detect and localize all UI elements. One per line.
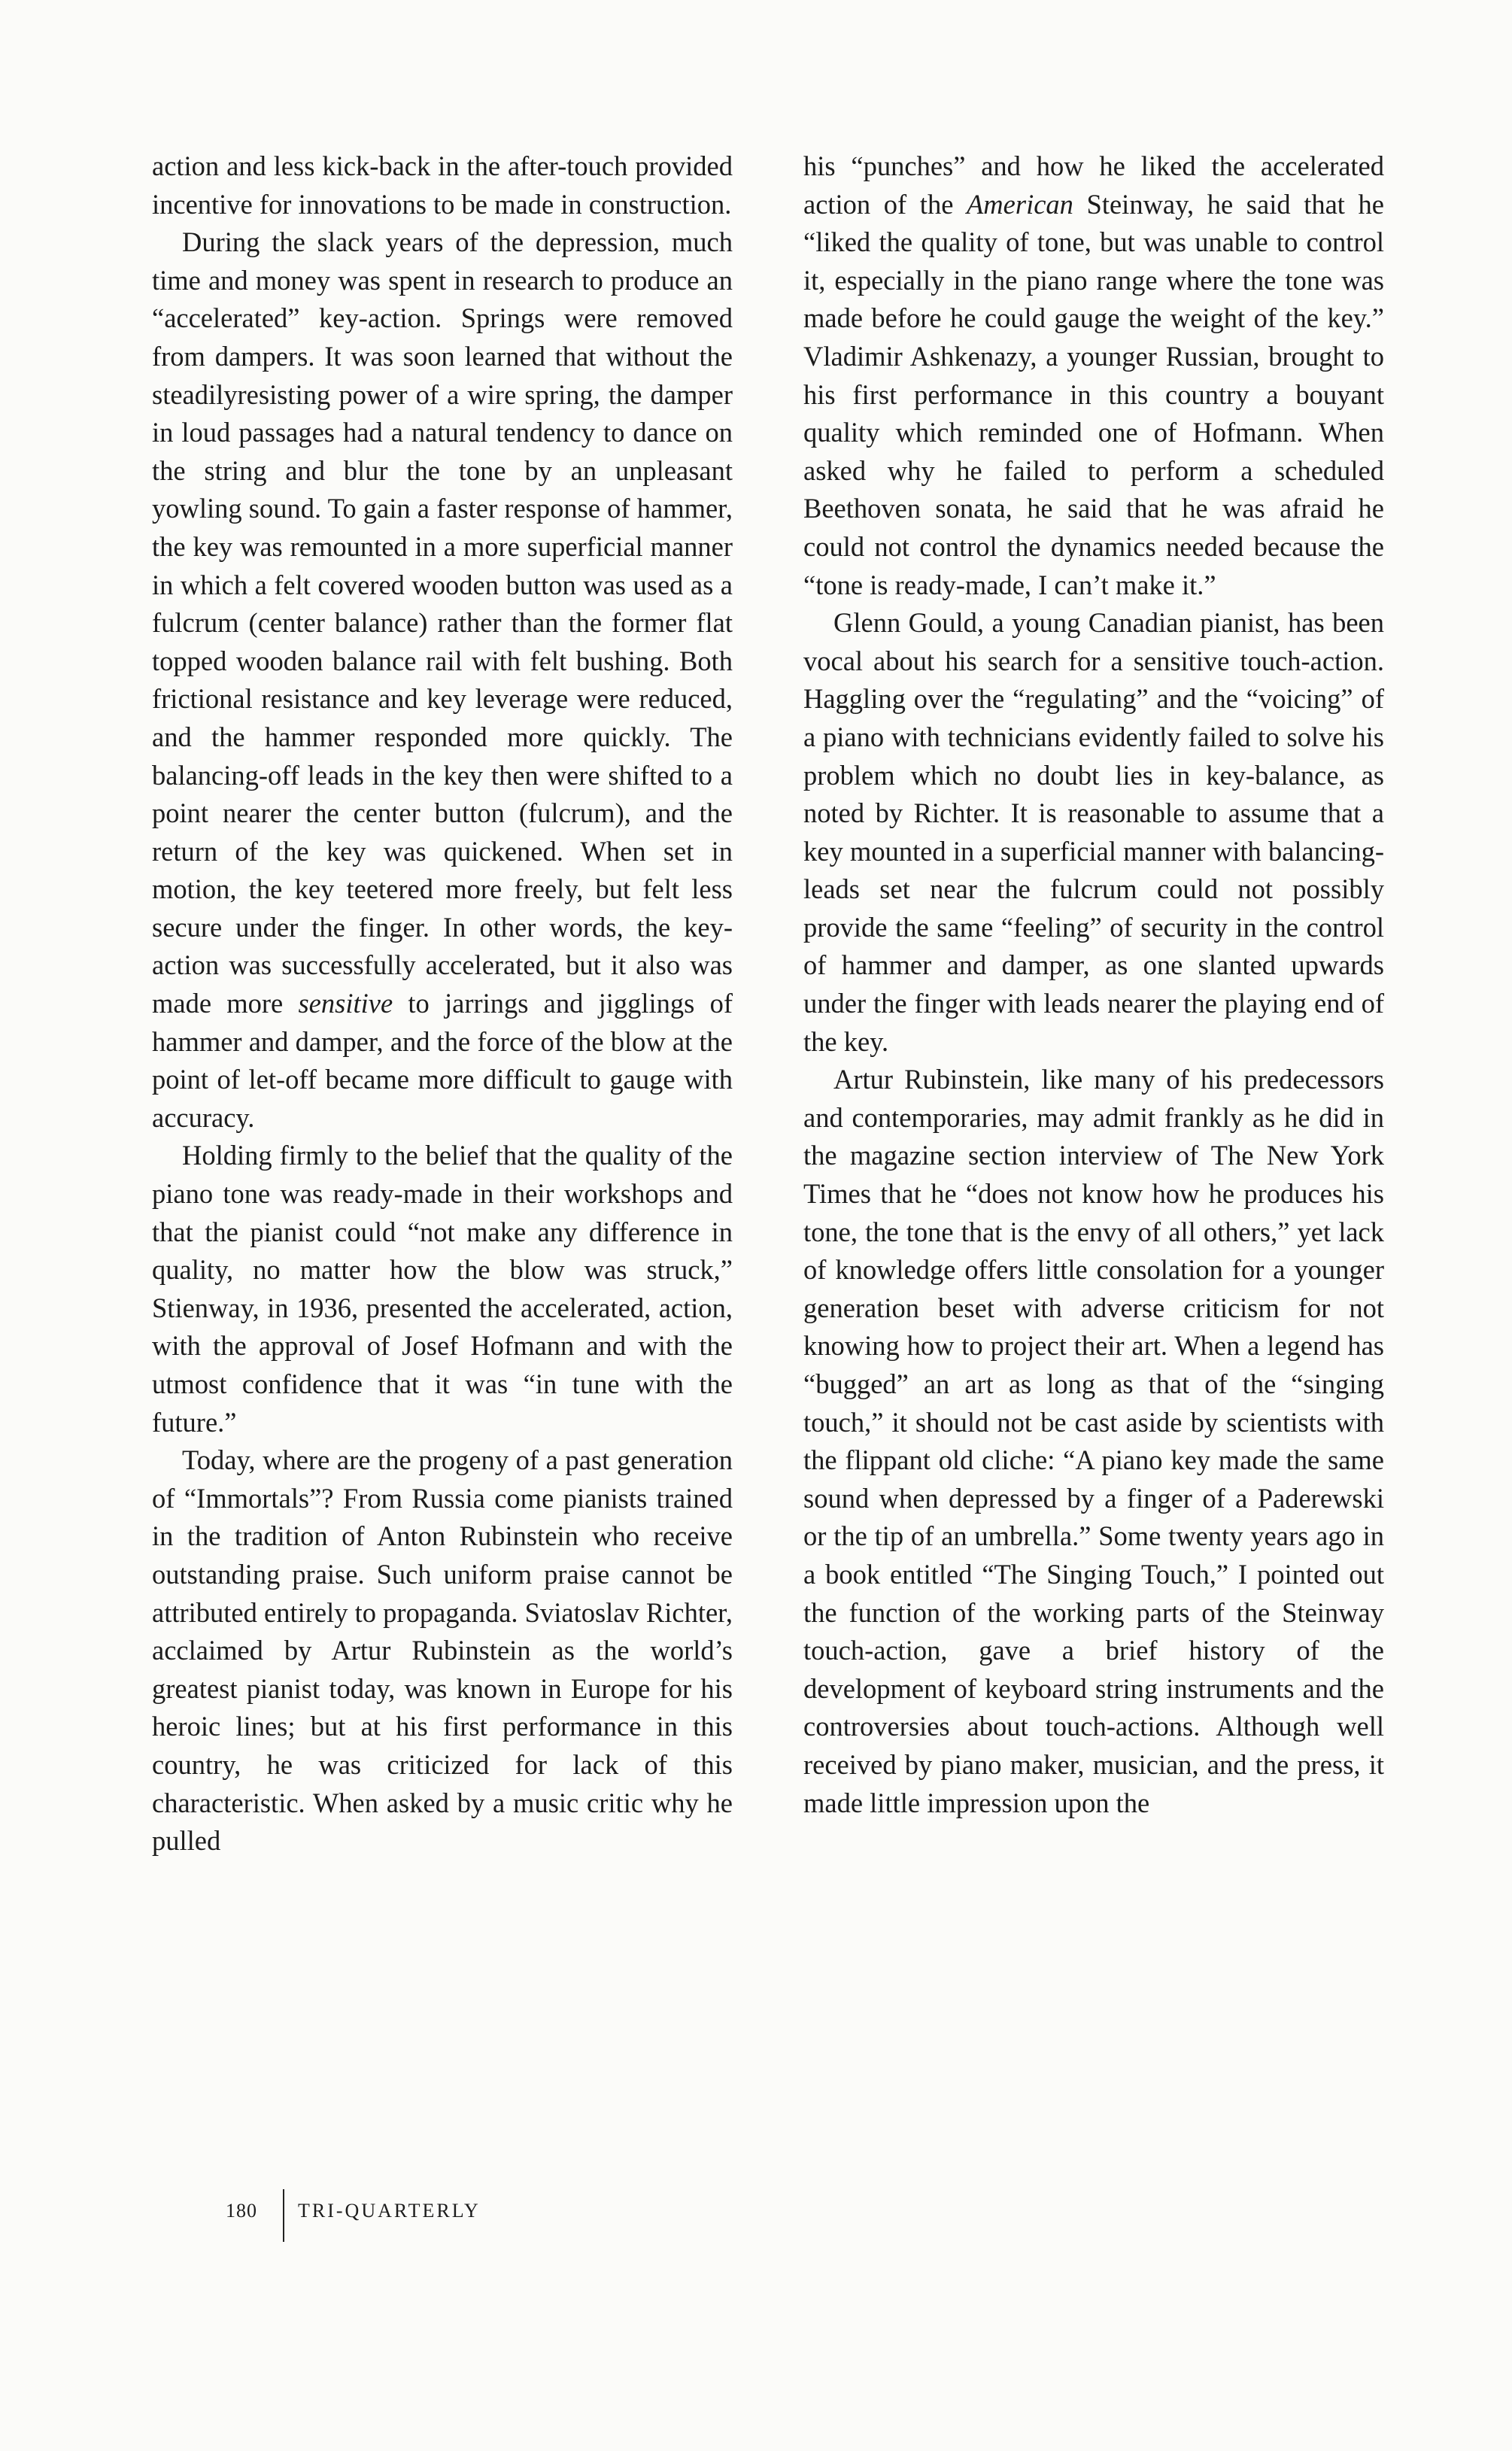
paragraph: Holding firmly to the belief that the quality of the piano tone was ready-made in their workshops and that the pianist could “not make any difference in quality, no matter how the blow was struck,” Stienway, in 1936, presented the accelerated, action, with the approval of Josef Hofmann and with the utmost confidence that it was “in tune with the future.”: [152, 1140, 733, 1438]
paragraph-text: his “punches” and how he liked the accelerated action of the: [803, 150, 1384, 220]
paragraph-text: to jarrings and jigglings of hammer and damper, and the force of the blow at the point of let-off became more difficult to gauge with accuracy.: [152, 988, 733, 1133]
right-column: [803, 147, 1384, 1822]
journal-title: TRI-QUARTERLY: [298, 2200, 481, 2222]
paragraph: action and less kick-back in the after-touch provided incentive for innovations to be made in construction.: [152, 150, 733, 220]
paragraph-text: Steinway, he said that he “liked the quality of tone, but was unable to control it, especially in the piano range where the tone was made before he could gauge the weight of the key.” Vladimir Ashkenazy, a younger Russian, brought to his first performance in this country a bouyant quality which reminded one of Hofmann. When asked why he failed to perform a scheduled Beethoven sonata, he said that he was afraid he could not control the dynamics needed because the “tone is ready-made, I can’t make it.”: [803, 188, 1384, 600]
paragraph: [152, 223, 733, 1137]
left-column: [152, 147, 733, 1860]
paragraph: Glenn Gould, a young Canadian pianist, has been vocal about his search for a sensitive touch-action. Haggling over the “regulating” and the “voicing” of a piano with technicians evidently failed to solve his problem which no doubt lies in key-balance, as noted by Richter. It is reasonable to assume that a key mounted in a superficial manner with balancing-leads set near the fulcrum could not possibly provide the same “feeling” of security in the control of hammer and damper, as one slanted upwards under the finger with leads nearer the playing end of the key.: [803, 607, 1384, 1057]
page-footer: [150, 2189, 602, 2252]
paragraph: Today, where are the progeny of a past generation of “Immortals”? From Russia come pianists trained in the tradition of Anton Rubinstein who receive outstanding praise. Such uniform praise cannot be attributed entirely to propaganda. Sviatoslav Richter, acclaimed by Artur Rubinstein as the world’s greatest pianist today, was known in Europe for his heroic lines; but at his first performance in this country, he was criticized for lack of this characteristic. When asked by a music critic why he pulled: [152, 1444, 733, 1857]
paragraph-text: During the slack years of the depression, much time and money was spent in research to produce an “accelerated” key-action. Springs were removed from dampers. It was soon learned that without the steadilyresisting power of a wire spring, the damper in loud passages had a natural tendency to dance on the string and blur the tone by an unpleasant yowling sound. To gain a faster response of hammer, the key was remounted in a more superficial manner in which a felt covered wooden button was used as a fulcrum (center balance) rather than the former flat topped wooden balance rail with felt bushing. Both frictional resistance and key leverage were reduced, and the hammer responded more quickly. The balancing-off leads in the key then were shifted to a point nearer the center button (fulcrum), and the return of the key was quickened. When set in motion, the key teetered more freely, but felt less secure under the finger. In other words, the key-action was successfully accelerated, but it also was made more: [152, 226, 733, 1019]
paragraph: [803, 147, 1384, 604]
emphasis-text: sensitive: [298, 988, 393, 1019]
paragraph: Artur Rubinstein, like many of his predecessors and contemporaries, may admit frankly as he did in the magazine section interview of The New York Times that he “does not know how he produces his tone, the tone that is the envy of all others,” yet lack of knowledge offers little consolation for a younger generation beset with adverse criticism for not knowing how to project their art. When a legend has “bugged” an art as long as that of the “singing touch,” it should not be cast aside by scientists with the flippant old cliche: “A piano key made the same sound when depressed by a finger of a Paderewski or the tip of an umbrella.” Some twenty years ago in a book entitled “The Singing Touch,” I pointed out the function of the working parts of the Steinway touch-action, gave a brief history of the development of keyboard string instruments and the controversies about touch-actions. Although well received by piano maker, musician, and the press, it made little impression upon the: [803, 1064, 1384, 1818]
emphasis-text: American: [967, 188, 1073, 220]
page-number: 180: [226, 2200, 257, 2222]
footer-divider: [283, 2189, 284, 2242]
